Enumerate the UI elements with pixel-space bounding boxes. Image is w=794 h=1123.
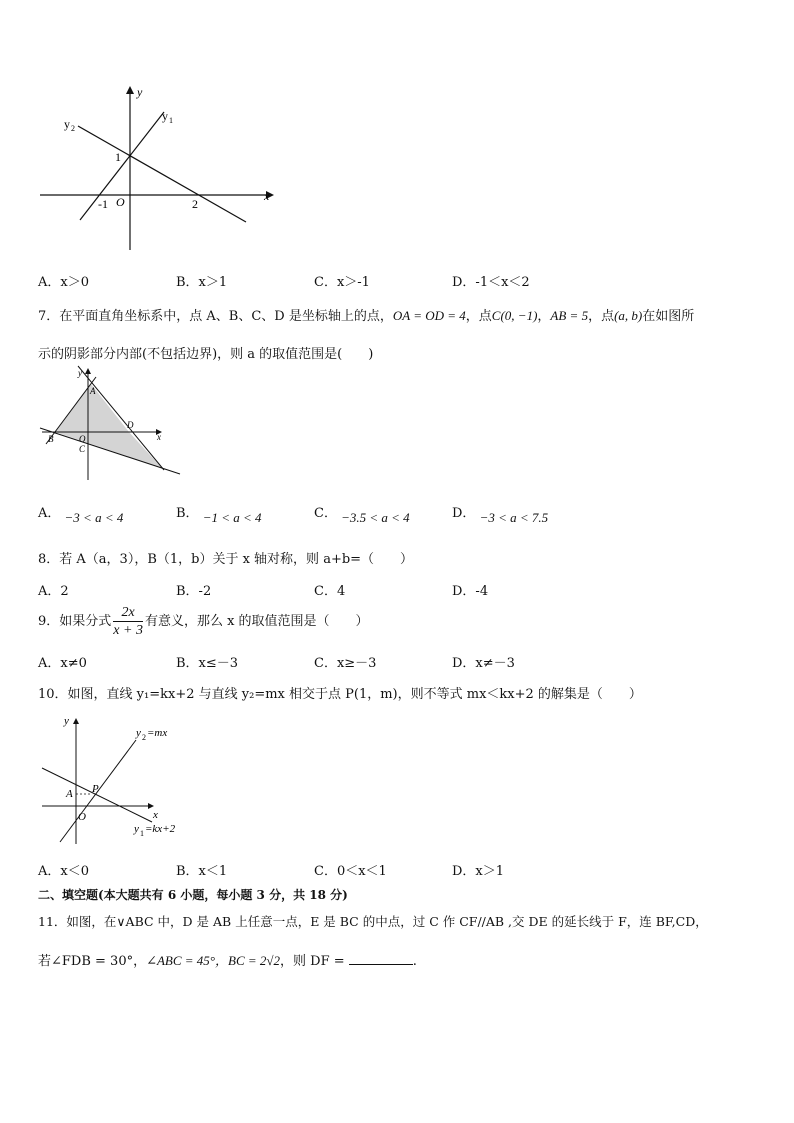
q7-math-ab-point: (a, b) bbox=[614, 308, 643, 323]
q7-line2: 示的阴影部分内部(不包括边界)，则 a 的取值范围是( ) bbox=[38, 347, 374, 362]
section2-title: 二、填空题(本大题共有 6 小题，每小题 3 分，共 18 分) bbox=[38, 888, 348, 902]
y1-label: y bbox=[162, 109, 168, 123]
q7-option-a-math: −3 < a < 4 bbox=[64, 510, 124, 525]
q9-option-d[interactable]: D．x≠－3 bbox=[452, 656, 515, 671]
q7-math-oa-od: OA = OD = 4 bbox=[392, 308, 466, 323]
tick-label-2: 2 bbox=[192, 197, 198, 211]
q7-text-e: ， bbox=[537, 309, 551, 324]
q7-graph bbox=[36, 364, 186, 484]
q7-option-c[interactable] bbox=[314, 502, 410, 525]
q7-math-c: C(0, −1) bbox=[491, 308, 538, 323]
q11-abc: ∠ABC = 45°， bbox=[146, 953, 229, 968]
q6-option-b[interactable]: B．x＞1 bbox=[176, 275, 228, 290]
q8-option-d[interactable]: D．-4 bbox=[452, 584, 489, 599]
q7-option-b-letter: B． bbox=[176, 506, 199, 521]
q7-option-c-letter: C． bbox=[314, 506, 337, 521]
q6-option-d[interactable]: D．-1＜x＜2 bbox=[452, 275, 530, 290]
label-y2-sub: 2 bbox=[142, 733, 146, 742]
q8-option-c[interactable]: C．4 bbox=[314, 584, 346, 599]
q9-post: 有意义，那么 x 的取值范围是（ ） bbox=[144, 614, 369, 629]
q7-option-d[interactable] bbox=[452, 502, 549, 525]
label-c: C bbox=[79, 444, 86, 454]
q10-option-c[interactable]: C．0＜x＜1 bbox=[314, 864, 387, 879]
q7-option-a[interactable] bbox=[38, 502, 124, 525]
label-a: A bbox=[90, 386, 96, 396]
label-a: A bbox=[66, 788, 73, 800]
q9-line bbox=[38, 604, 369, 639]
q7-text-i: 在如图所 bbox=[642, 309, 695, 324]
q6-graph bbox=[30, 82, 280, 254]
q7-option-d-letter: D． bbox=[452, 506, 476, 521]
q11-period: . bbox=[412, 954, 417, 969]
q10-option-d[interactable]: D．x＞1 bbox=[452, 864, 505, 879]
q8-text: 8．若 A（a，3），B（1，b）关于 x 轴对称，则 a+b=（ ） bbox=[38, 552, 414, 567]
q9-option-c[interactable]: C．x≥－3 bbox=[314, 656, 377, 671]
q11-bc: BC = 2√2 bbox=[228, 953, 281, 968]
label-o: O bbox=[78, 811, 86, 823]
q7-option-d-math: −3 < a < 7.5 bbox=[479, 510, 549, 525]
q9-pre: 9．如果分式 bbox=[38, 614, 112, 629]
label-o: O bbox=[79, 434, 86, 444]
shaded-region bbox=[55, 384, 162, 468]
q9-fraction bbox=[113, 604, 143, 639]
q10-graph bbox=[36, 710, 196, 850]
y-axis-label: y bbox=[137, 85, 143, 99]
y1-sub: 1 bbox=[169, 116, 173, 125]
line-y1 bbox=[42, 768, 152, 822]
y2-label: y bbox=[64, 117, 70, 131]
origin-label: O bbox=[116, 195, 125, 209]
label-y1: y bbox=[134, 823, 139, 835]
q7-text-a: 7．在平面直角坐标系中，点 A、B、C、D 是坐标轴上的点， bbox=[38, 309, 393, 324]
q9-option-a[interactable]: A．x≠0 bbox=[38, 656, 87, 671]
y-axis-arrow-icon bbox=[73, 718, 79, 724]
q7-text-c: ，点 bbox=[465, 309, 492, 324]
label-y2-rest: =mx bbox=[147, 727, 168, 739]
y2-sub: 2 bbox=[71, 124, 75, 133]
x-axis-label: x bbox=[264, 189, 270, 203]
label-x: x bbox=[157, 432, 161, 442]
y-axis-arrow-icon bbox=[85, 368, 91, 374]
q7-math-ab: AB = 5 bbox=[550, 308, 589, 323]
label-x: x bbox=[153, 809, 158, 821]
label-y1-rest: =kx+2 bbox=[145, 823, 176, 835]
q9-numerator: 2x bbox=[113, 604, 143, 622]
q10-option-a[interactable]: A．x＜0 bbox=[38, 864, 89, 879]
q8-option-a[interactable]: A．2 bbox=[38, 584, 69, 599]
q7-option-b-math: −1 < a < 4 bbox=[202, 510, 262, 525]
q7-option-b[interactable] bbox=[176, 502, 262, 525]
q7-text-g: ，点 bbox=[588, 309, 615, 324]
label-y: y bbox=[64, 715, 69, 727]
label-p: P bbox=[92, 783, 99, 795]
q7-line1 bbox=[38, 305, 694, 324]
q11-line2 bbox=[38, 950, 417, 969]
q7-option-a-letter: A． bbox=[38, 506, 61, 521]
label-y2: y bbox=[136, 727, 141, 739]
q11-fdb: 若∠FDB = 30°， bbox=[38, 954, 147, 969]
label-y: y bbox=[78, 368, 82, 378]
tick-label-1: 1 bbox=[115, 150, 121, 164]
q7-option-c-math: −3.5 < a < 4 bbox=[341, 510, 410, 525]
q8-option-b[interactable]: B．-2 bbox=[176, 584, 212, 599]
q6-option-c[interactable]: C．x＞-1 bbox=[314, 275, 370, 290]
q10-text: 10．如图，直线 y₁=kx+2 与直线 y₂=mx 相交于点 P(1，m)，则不等式 mx＜kx+2 的解集是（ ） bbox=[38, 687, 642, 702]
label-y1-sub: 1 bbox=[140, 829, 144, 838]
q11-line1: 11．如图，在∨ABC 中，D 是 AB 上任意一点，E 是 BC 的中点，过 C 作 CF//AB ,交 DE 的延长线于 F，连 BF,CD， bbox=[38, 914, 708, 929]
label-d: D bbox=[127, 420, 134, 430]
y-axis-arrow-icon bbox=[126, 86, 134, 94]
q9-option-b[interactable]: B．x≤－3 bbox=[176, 656, 239, 671]
q11-answer-blank[interactable] bbox=[349, 951, 413, 965]
q9-denominator: x + 3 bbox=[113, 623, 143, 638]
q10-option-b[interactable]: B．x＜1 bbox=[176, 864, 228, 879]
q6-option-a[interactable]: A．x＞0 bbox=[38, 275, 89, 290]
label-b: B bbox=[48, 434, 54, 444]
q11-df: ，则 DF = bbox=[280, 954, 349, 969]
tick-label-neg1: -1 bbox=[98, 197, 108, 211]
